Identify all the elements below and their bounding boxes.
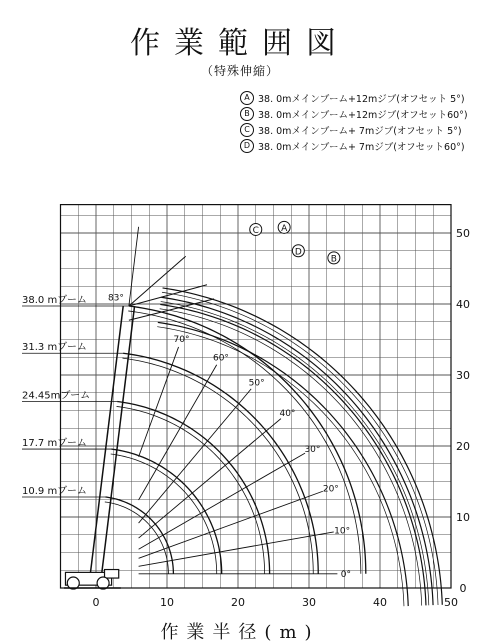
page-title: 作業範囲図 [130, 26, 350, 61]
carrier-cab [105, 570, 119, 579]
angle-label-70: 70° [173, 334, 190, 345]
boom-length-label: 10.9 mブーム [22, 485, 87, 497]
legend-text-b: 38. 0mメインブーム+12mジブ(オフセット60°) [258, 110, 468, 121]
angle-ray-60 [139, 365, 217, 500]
jib-envelopes [157, 288, 442, 606]
carrier-wheel [97, 577, 109, 589]
curve-marker-label-b: B [330, 254, 337, 265]
legend-text-d: 38. 0mメインブーム+ 7mジブ(オフセット60°) [258, 142, 465, 153]
x-tick-label: 40 [373, 596, 387, 609]
x-axis-label: 作業半径(m) [160, 622, 320, 643]
legend-key-b: B [240, 107, 254, 121]
grid [61, 205, 452, 588]
angle-label-50: 50° [248, 378, 265, 389]
jib-envelope-inner-d [157, 327, 404, 607]
angle-label-60: 60° [212, 353, 229, 364]
angle-label-20: 20° [322, 484, 339, 495]
y-tick-label: 50 [456, 227, 470, 240]
y-tick-label: 0 [459, 582, 467, 595]
angle-label-83: 83° [107, 293, 124, 304]
angle-ray-10 [139, 532, 334, 566]
boom-length-label: 38.0 mブーム [22, 295, 87, 307]
boom-length-label: 31.3 mブーム [22, 342, 87, 354]
angle-label-10: 10° [334, 526, 351, 537]
y-tick-label: 30 [456, 369, 470, 382]
jib-envelope-inner-b [161, 302, 429, 606]
jib-envelope-inner-a [162, 292, 438, 605]
y-tick-label: 10 [456, 511, 470, 524]
angle-ray-83 [129, 227, 139, 306]
x-tick-label: 20 [231, 596, 245, 609]
crane-carrier [64, 570, 121, 589]
legend-key-d: D [240, 139, 254, 153]
x-tick-label: 50 [444, 596, 458, 609]
legend-text-a: 38. 0mメインブーム+12mジブ(オフセット 5°) [258, 94, 465, 105]
legend-key-a: A [240, 91, 254, 105]
angle-ray-50 [139, 389, 252, 523]
curve-marker-label-d: D [294, 247, 302, 258]
boom-length-label: 17.7 mブーム [22, 438, 87, 450]
jib-envelope-d [158, 322, 408, 606]
boom-arc-outer [111, 449, 221, 574]
carrier-wheel [67, 577, 79, 589]
jib-envelope-inner-c [160, 309, 422, 606]
boom-arc-inner [111, 454, 217, 574]
page-subtitle: （特殊伸縮） [200, 64, 279, 78]
x-tick-label: 30 [302, 596, 316, 609]
x-tick-label: 10 [160, 596, 174, 609]
legend-text-c: 38. 0mメインブーム+ 7mジブ(オフセット 5°) [258, 126, 462, 137]
curve-marker-label-a: A [281, 223, 288, 234]
boom-length-label: 24.45mブーム [22, 390, 91, 402]
y-tick-label: 20 [456, 440, 470, 453]
angle-label-40: 40° [279, 409, 296, 420]
x-tick-label: 0 [92, 596, 100, 609]
legend-key-c: C [240, 123, 254, 137]
jib-envelope-b [161, 297, 433, 605]
angle-label-0: 0° [340, 569, 352, 580]
boom-arc-outer [129, 306, 366, 574]
curve-marker-label-c: C [252, 225, 259, 236]
y-tick-label: 40 [456, 298, 470, 311]
angle-label-30: 30° [304, 444, 321, 455]
angle-ray-20 [139, 491, 323, 558]
